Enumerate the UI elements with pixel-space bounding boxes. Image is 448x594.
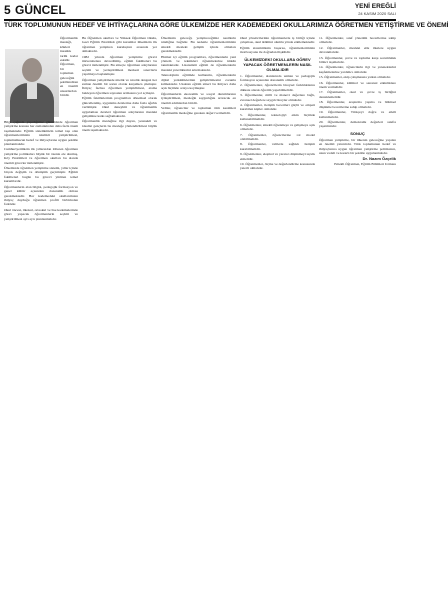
paragraph: 1982 yılında öğretmen yetiştirme görevi üniversitelere devredilmiş, eğitim fakülteleri bu görevi üstlenmiştir. Bu süreçte öğretmen adaylarının seçimi ve yerleştirilmesi merkezi sınavlarla yapılmaya başlanmıştır. [82, 54, 157, 77]
list-item: 8. Öğretmenler, velilerle sağlıklı iletişim kurabilmelidir. [240, 142, 315, 151]
list-item: 1. Öğretmenler, alanlarında uzman ve pedagojik formasyon açısından donanımlı olmalıdır. [240, 73, 315, 83]
article-column-1 [4, 36, 78, 588]
column-1-body [4, 120, 78, 222]
paragraph: Teknolojinin eğitimde kullanımı, öğretmenlerin dijital yetkinliklerinin geliştirilmesini zorunlu kılmaktadır. Uzaktan eğitim süreci bu ihtiyacı daha açık biçimde ortaya koymuştur. [161, 73, 236, 91]
list-item: 10. Öğretmenler, ölçme ve değerlendirme konusunda yeterli olmalıdır. [240, 161, 315, 171]
paragraph: Öğretmen yetiştirmede nitelik ve nicelik dengesi her zaman önemli bir sorun olarak karşımıza çıkmıştır. İhtiyaç fazlası öğretmen yetiştirilmesi, atama bekleyen öğretmen sayısının artmasına yol açmıştır. [82, 77, 157, 95]
conclusion-heading: SONUÇ [350, 130, 365, 136]
paragraph: Bu Öğretmen okulları ve Yüksek Öğretmen Okulu, Gazi Eğitim Enstitüsü gibi kurumlar ülkemizin ilk öğretmen yetiştiren kuruluşları arasında yer almaktadır. [82, 36, 157, 54]
article-column-5 [319, 36, 396, 588]
section-subheading: ÜLKEMİZDEKİ OKULLARA GÖREV YAPACAK ÖĞRETMENLERİN NASIL OLMALIDIR [243, 56, 312, 72]
list-item: 7. Öğretmenler, öğrencilerine rol model olabilmelidir. [240, 132, 315, 141]
list-item: 5. Öğretmenler, teknolojiyi etkin biçimde kullanabilmelidir. [240, 112, 315, 122]
article-column-3 [161, 36, 236, 588]
list-item: 14. Öğretmenler, öğrencilerin ilgi ve yeteneklerini keşfetmelerine yardımcı olmalıdır. [319, 65, 396, 74]
paragraph: Okul öncesi, ilkokul, ortaokul ve lise kademelerinde görev yapacak öğretmenlerin seçimi ve yetiştirilmesi ayrı ayrı planlanmalıdır. [4, 207, 78, 221]
list-item: 17. Öğretmenler, okul ve çevre iş birliğini desteklemelidir. [319, 90, 396, 99]
list-item: 4. Öğretmenler, iletişim becerileri güçlü ve empati kurabilen kişiler olmalıdır. [240, 103, 315, 112]
paragraph: Eğitim fakültelerinin programları dönemsel olarak güncellenmiş, uygulama derslerine daha fazla ağırlık verilmiştir. Okul deneyimi ve öğretmenlik uygulaması dersleri öğretmen adaylarının mesleki gelişimine katkı sağlamaktadır. [82, 96, 157, 118]
list-item: 11. Öğretmenler, sınıf yönetimi becerilerine sahip olmalıdır. [319, 36, 396, 45]
list-item: 6. Öğretmenler, sürekli öğrenmeye ve gelişmeye açık olmalıdır. [240, 122, 315, 132]
list-item: 9. Öğretmenler, eleştirel ve yaratıcı düşünmeyi teşvik etmelidir. [240, 152, 315, 161]
list-item: 20. Öğretmenler, demokratik değerleri sınıfta yaşatmalıdır. [319, 119, 396, 129]
paragraph: Ülkemizin geleceği, yetiştireceğimiz nesillerin niteliğine bağlıdır. Bu nedenle öğretmenlerimizin sürekli mesleki gelişim içinde olmaları gerekmektedir. [161, 36, 236, 54]
paragraph: Öğretmenlerin ekonomik ve sosyal durumlarının iyileştirilmesi, mesleğin saygınlığını artıracak en önemli adımlardan biridir. [161, 91, 236, 105]
paragraph: Cumhuriyetimizin ilk yıllarından itibaren öğretmen yetiştirme politikaları büyük bir özenle ele alınmış, Köy Enstitüleri ve öğretmen okulları bu alanda önemli görevler üstlenmiştir. [4, 147, 78, 165]
article-column-2 [82, 36, 157, 588]
article-headline: TÜRK TOPLUMUNUN HEDEF VE İHTİYAÇLARINA GÖRE ÜLKEMİZDE HER KADEMEDEKİ OKULLARIMIZA ÖĞRETMEN YETİŞTİRME VE ÖNEMİ [4, 22, 448, 29]
conclusion-paragraph: Öğretmen yetiştirme, bir ülkenin geleceğine yapılan en önemli yatırımdır. Türk toplumunun hedef ve ihtiyaçlarına uygun öğretmen yetiştirme politikaları, uzun vadeli ve kararlı bir şekilde uygulanmalıdır. [319, 137, 396, 155]
list-item: 13. Öğretmenler, çevre ve topluma karşı sorumluluk bilinci taşımalıdır. [319, 55, 396, 65]
paragraph: Öğretmenlik mesleğine ilgi duyan, yetenekli ve idealist gençlerin bu mesleğe yönlendirilmesi büyük önem taşımaktadır. [82, 119, 157, 133]
list-item: 16. Öğretmenler, kültürel ve sanatsal etkinliklere önem vermelidir. [319, 80, 396, 90]
page-number: 5 [4, 3, 11, 17]
paragraph: Eğitim sistemimizin başarısı, öğretmenlerimizin motivasyonu ile doğrudan ilişkilidir. [240, 45, 315, 55]
article-column-4 [240, 36, 315, 588]
paragraph: Öğretmenlerin alan bilgisi, pedagojik formasyon ve genel kültür açısından donanımlı olması gerekmektedir. Her kademedeki okullarımızın ihtiyaç duyduğu öğretmen profili birbirinden farklıdır. [4, 184, 78, 207]
masthead [4, 3, 396, 19]
author-name: Dr. Nazım Özçelik [362, 156, 396, 162]
list-item: 3. Öğretmenler, milli ve manevi değerlere bağlı, evrensel değerlere saygılı bireyler olmalıdır. [240, 93, 315, 102]
issue-date: 24 KASIM 2020 SALI [358, 11, 396, 16]
section-name: GÜNCEL [15, 3, 66, 17]
paragraph: Veliler, öğrenciler ve toplumun tüm kesimleri öğretmenlik mesleğine gereken değeri vermelidir. [161, 106, 236, 115]
author-title: Emekli Öğretmen, Eğitim Bilimleri Uzmanı [334, 161, 396, 166]
paragraph: Bilgi çağında yaşadığımız günümüzde öğretmen yetiştirme konusu her zamankinden daha fazla önem taşımaktadır. Eğitim sistemimizin temel taşı olan öğretmenlerimizin nitelikli yetiştirilmesi, toplumumuzun hedef ve ihtiyaçlarına uygun şekilde planlanmalıdır. [4, 120, 78, 147]
list-item: 2. Öğretmenler, öğrencilerin bireysel farklılıklarını dikkate alarak öğretim yapabilmelidir. [240, 83, 315, 92]
list-item: 15. Öğretmenler, ekip çalışmasına yatkın olmalıdır. [319, 75, 391, 80]
header-rule [4, 19, 396, 21]
list-item: 19. Öğretmenler, Türkçeyi doğru ve etkili kullanmalıdır. [319, 110, 396, 119]
list-item: 18. Öğretmenler, araştırma yapma ve bilimsel düşünme becerilerine sahip olmalıdır. [319, 100, 396, 109]
paragraph: Okul yöneticilerinin öğretmenlerle iş birliği içinde çalışması, okul iklimini olumlu yönde etkilemektedir. [240, 36, 315, 45]
list-item: 12. Öğretmenler, mesleki etik ilkelere uygun davranmalıdır. [319, 45, 396, 55]
paragraph: Ülkemizde öğretmen yetiştirme sistemi, yıllar içinde birçok değişim ve dönüşüm geçirmiştir. Eğitim fakülteleri bugün bu görevi yürüten temel kurumlardır. [4, 166, 78, 184]
lead-paragraph: Öğretmenlik mesleği, kökleri insanlık tarihi kadar eskidir. Öğretmen, bir toplumun geleceğini şekillendiren en önemli unsurlardan biridir. [60, 36, 79, 98]
paragraph: Hizmet içi eğitim programları, öğretmenlerin yeni yöntem ve teknikleri öğrenmelerine imkân tanımaktadır. Lisansüstü eğitim de öğretmenlerin mesleki yeterliklerini artırmaktadır. [161, 54, 236, 72]
newspaper-name: YENİ EREĞLİ [354, 3, 396, 10]
